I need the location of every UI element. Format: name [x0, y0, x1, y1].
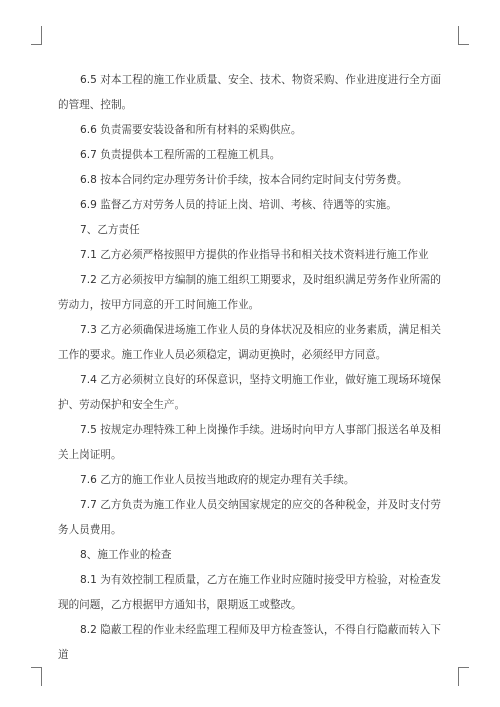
clause-6-9: 6.9 监督乙方对劳务人员的持证上岗、培训、考核、待遇等的实施。: [80, 199, 397, 211]
crop-mark-top-right: [458, 26, 469, 45]
clause-7-1: 7.1 乙方必须严格按照甲方提供的作业指导书和相关技术资料进行施工作业: [80, 249, 429, 261]
clause-6-5: 6.5 对本工程的施工作业质量、安全、技术、物资采购、作业进度进行全方面的管理、控制。: [58, 74, 441, 111]
clause-7-3: 7.3 乙方必须确保进场施工作业人员的身体状况及相应的业务素质，满足相关工作的要求。施工作业人员必须稳定，调动更换时，必须经甲方同意。: [58, 324, 441, 361]
clause-6-6: 6.6 负责需要安装设备和所有材料的采购供应。: [80, 124, 302, 136]
clause-7-7: 7.7 乙方负责为施工作业人员交纳国家规定的应交的各种税金，并及时支付劳务人员费用。: [58, 499, 441, 536]
crop-mark-bottom-right: [458, 667, 469, 686]
crop-mark-bottom-left: [31, 667, 42, 686]
clause-7-4: 7.4 乙方必须树立良好的环保意识，坚持文明施工作业，做好施工现场环境保护、劳动保护和安全生产。: [58, 374, 441, 411]
clause-6-8: 6.8 按本合同约定办理劳务计价手续，按本合同约定时间支付劳务费。: [80, 174, 408, 186]
crop-mark-top-left: [31, 26, 42, 45]
clause-7-6: 7.6 乙方的施工作业人员按当地政府的规定办理有关手续。: [80, 474, 355, 486]
clause-7-5: 7.5 按规定办理特殊工种上岗操作手续。进场时向甲方人事部门报送名单及相关上岗证明。: [58, 424, 441, 461]
clause-8-1: 8.1 为有效控制工程质量，乙方在施工作业时应随时接受甲方检验，对检查发现的问题，乙方根据甲方通知书，限期返工或整改。: [58, 574, 441, 611]
clause-6-7: 6.7 负责提供本工程所需的工程施工机具。: [80, 149, 281, 161]
clause-7-2: 7.2 乙方必须按甲方编制的施工组织工期要求，及时组织满足劳务作业所需的劳动力，按甲方同意的开工时间施工作业。: [58, 274, 441, 311]
section-heading-8: 8、施工作业的检查: [80, 549, 172, 561]
document-body: [58, 68, 441, 668]
clause-8-2: 8.2 隐蔽工程的作业未经监理工程师及甲方检查签认，不得自行隐蔽而转入下道: [58, 624, 441, 661]
section-heading-7: 7、乙方责任: [80, 224, 140, 236]
